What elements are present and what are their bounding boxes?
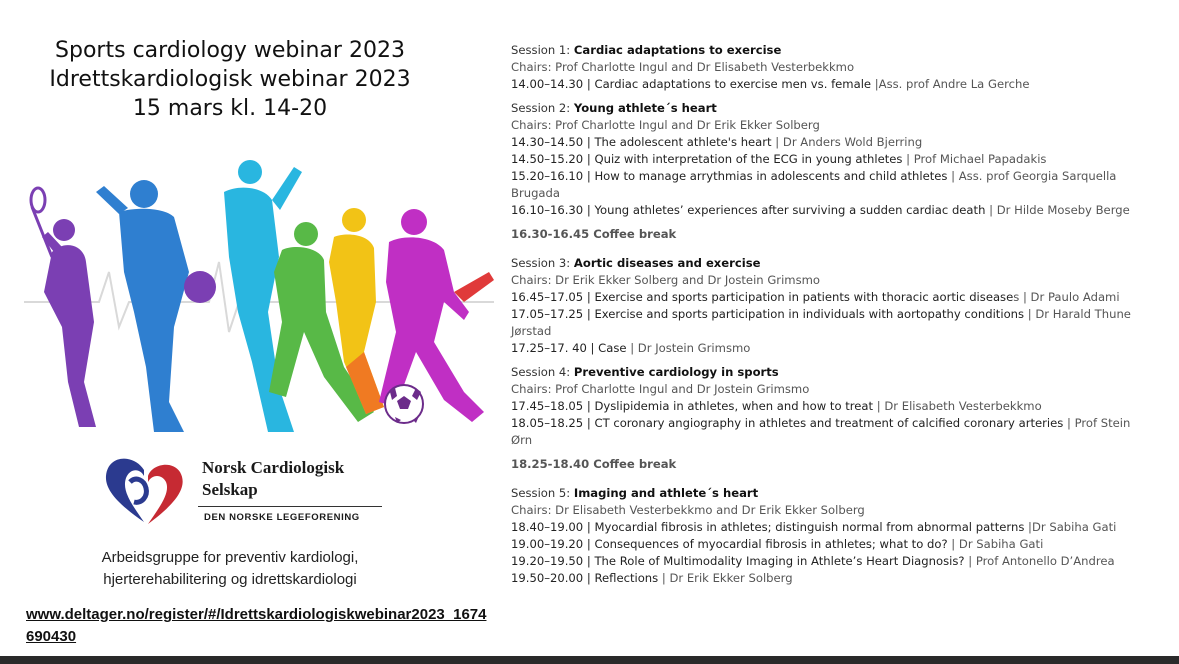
session-chairs: Chairs: Prof Charlotte Ingul and Dr Jostein Grimsmo xyxy=(511,382,810,396)
talk-title-tail: s xyxy=(1013,290,1020,304)
program-schedule xyxy=(511,42,1151,594)
session-1 xyxy=(511,42,1151,93)
event-title xyxy=(0,36,460,123)
talk-title: Reflections xyxy=(594,571,659,585)
session-label: Session 3: xyxy=(511,256,571,270)
talk-row xyxy=(511,553,1151,570)
session-heading xyxy=(511,255,1151,272)
session-label: Session 4: xyxy=(511,365,571,379)
athletes-illustration xyxy=(24,152,494,437)
talk-row xyxy=(511,340,1151,357)
talk-title: Dyslipidemia in athletes, when and how to treat xyxy=(594,399,874,413)
session-name: Preventive cardiology in sports xyxy=(573,365,779,379)
talk-title: The Role of Multimodality Imaging in Athlete’s Heart Diagnosis? xyxy=(594,554,965,568)
session-heading xyxy=(511,364,1151,381)
talk-row xyxy=(511,415,1151,449)
talk-time: 19.00–19.20 | xyxy=(511,537,591,551)
talk-time: 14.00–14.30 | xyxy=(511,77,591,91)
title-line-2: Idrettskardiologisk webinar 2023 xyxy=(49,67,411,92)
talk-row xyxy=(511,306,1151,340)
workgroup-text xyxy=(0,547,460,591)
session-chairs: Chairs: Dr Elisabeth Vesterbekkmo and Dr Erik Ekker Solberg xyxy=(511,503,865,517)
talk-time: 16.10–16.30 | xyxy=(511,203,591,217)
talk-speaker: | Dr Jostein Grimsmo xyxy=(630,341,751,355)
session-chairs: Chairs: Dr Erik Ekker Solberg and Dr Jostein Grimsmo xyxy=(511,273,821,287)
talk-speaker: | Prof Antonello D’Andrea xyxy=(968,554,1115,568)
talk-time: 14.50–15.20 | xyxy=(511,152,591,166)
talk-speaker: | Ass. prof Georgia Sarquella Brugada xyxy=(511,169,1117,200)
session-3 xyxy=(511,255,1151,357)
session-heading xyxy=(511,485,1151,502)
talk-time: 15.20–16.10 | xyxy=(511,169,591,183)
session-name: Aortic diseases and exercise xyxy=(573,256,761,270)
logo-name-line-2: Selskap xyxy=(202,480,258,499)
talk-title: The adolescent athlete's heart xyxy=(594,135,772,149)
talk-speaker: | Prof Stein Ørn xyxy=(511,416,1131,447)
session-5 xyxy=(511,485,1151,587)
talk-speaker: | Dr Elisabeth Vesterbekkmo xyxy=(876,399,1042,413)
talk-row xyxy=(511,134,1151,151)
session-chairs: Chairs: Prof Charlotte Ingul and Dr Erik Ekker Solberg xyxy=(511,118,820,132)
session-name: Young athlete´s heart xyxy=(573,101,717,115)
talk-time: 17.45–18.05 | xyxy=(511,399,591,413)
talk-title: CT coronary angiography in athletes and treatment of calcified coronary arteries xyxy=(594,416,1064,430)
logo-subtitle: DEN NORSKE LEGEFORENING xyxy=(204,512,360,523)
talk-row xyxy=(511,398,1151,415)
session-label: Session 1: xyxy=(511,43,571,57)
talk-title: Case xyxy=(598,341,627,355)
talk-time: 17.25–17. 40 | xyxy=(511,341,595,355)
session-heading xyxy=(511,100,1151,117)
talk-title: Young athletes’ experiences after surviving a sudden cardiac death xyxy=(594,203,986,217)
workgroup-line-2: hjerterehabilitering og idrettskardiologi xyxy=(103,571,357,588)
session-name: Imaging and athlete´s heart xyxy=(573,486,759,500)
talk-speaker: | Prof Michael Papadakis xyxy=(906,152,1047,166)
talk-time: 14.30–14.50 | xyxy=(511,135,591,149)
talk-title: Consequences of myocardial fibrosis in athletes; what to do? xyxy=(594,537,948,551)
talk-row xyxy=(511,168,1151,202)
session-heading xyxy=(511,42,1151,59)
workgroup-line-1: Arbeidsgruppe for preventiv kardiologi, xyxy=(101,549,359,566)
heart-logo-icon xyxy=(100,452,192,527)
talk-speaker: |Dr Sabiha Gati xyxy=(1028,520,1117,534)
session-2 xyxy=(511,100,1151,219)
talk-title: How to manage arrythmias in adolescents and child athletes xyxy=(594,169,948,183)
talk-speaker: | Dr Hilde Moseby Berge xyxy=(989,203,1130,217)
talk-time: 17.05–17.25 | xyxy=(511,307,591,321)
talk-title: Myocardial fibrosis in athletes; distinguish normal from abnormal patterns xyxy=(594,520,1025,534)
blue-athlete xyxy=(96,180,216,432)
talk-row xyxy=(511,202,1151,219)
talk-row xyxy=(511,536,1151,553)
session-label: Session 2: xyxy=(511,101,571,115)
talk-time: 16.45–17.05 | xyxy=(511,290,591,304)
talk-title: Exercise and sports participation in individuals with aortopathy conditions xyxy=(594,307,1025,321)
talk-title: Exercise and sports participation in patients with thoracic aortic disease xyxy=(594,290,1014,304)
talk-time: 19.50–20.00 | xyxy=(511,571,591,585)
talk-time: 18.05–18.25 | xyxy=(511,416,591,430)
talk-time: 19.20–19.50 | xyxy=(511,554,591,568)
bottom-strip xyxy=(0,656,1179,664)
talk-title: Cardiac adaptations to exercise men vs. female xyxy=(594,77,872,91)
talk-time: 18.40–19.00 | xyxy=(511,520,591,534)
session-chairs: Chairs: Prof Charlotte Ingul and Dr Elisabeth Vesterbekkmo xyxy=(511,60,855,74)
talk-title: Quiz with interpretation of the ECG in young athletes xyxy=(594,152,903,166)
soccer-ball-icon xyxy=(385,385,423,423)
coffee-break-2: 18.25-18.40 Coffee break xyxy=(511,457,677,471)
session-4 xyxy=(511,364,1151,449)
talk-speaker: | Dr Paulo Adami xyxy=(1022,290,1120,304)
coffee-break-1: 16.30-16.45 Coffee break xyxy=(511,227,677,241)
session-label: Session 5: xyxy=(511,486,571,500)
title-line-1: Sports cardiology webinar 2023 xyxy=(55,38,405,63)
talk-speaker: | Dr Sabiha Gati xyxy=(951,537,1044,551)
purple-athlete xyxy=(31,188,96,427)
ncs-logo xyxy=(100,452,400,527)
talk-speaker: |Ass. prof Andre La Gerche xyxy=(874,77,1030,91)
talk-row xyxy=(511,76,1151,93)
talk-row xyxy=(511,289,1151,306)
title-line-3: 15 mars kl. 14-20 xyxy=(132,96,328,121)
registration-link[interactable]: www.deltager.no/register/#/Idrettskardiologiskwebinar2023_1674690430 xyxy=(26,606,487,645)
talk-speaker: | Dr Harald Thune Jørstad xyxy=(511,307,1131,338)
logo-divider xyxy=(198,506,382,507)
session-name: Cardiac adaptations to exercise xyxy=(573,43,782,57)
logo-name-line-1: Norsk Cardiologisk xyxy=(202,458,345,477)
talk-row xyxy=(511,519,1151,536)
talk-speaker: | Dr Erik Ekker Solberg xyxy=(661,571,793,585)
talk-speaker: | Dr Anders Wold Bjerring xyxy=(775,135,923,149)
talk-row xyxy=(511,151,1151,168)
talk-row xyxy=(511,570,1151,587)
